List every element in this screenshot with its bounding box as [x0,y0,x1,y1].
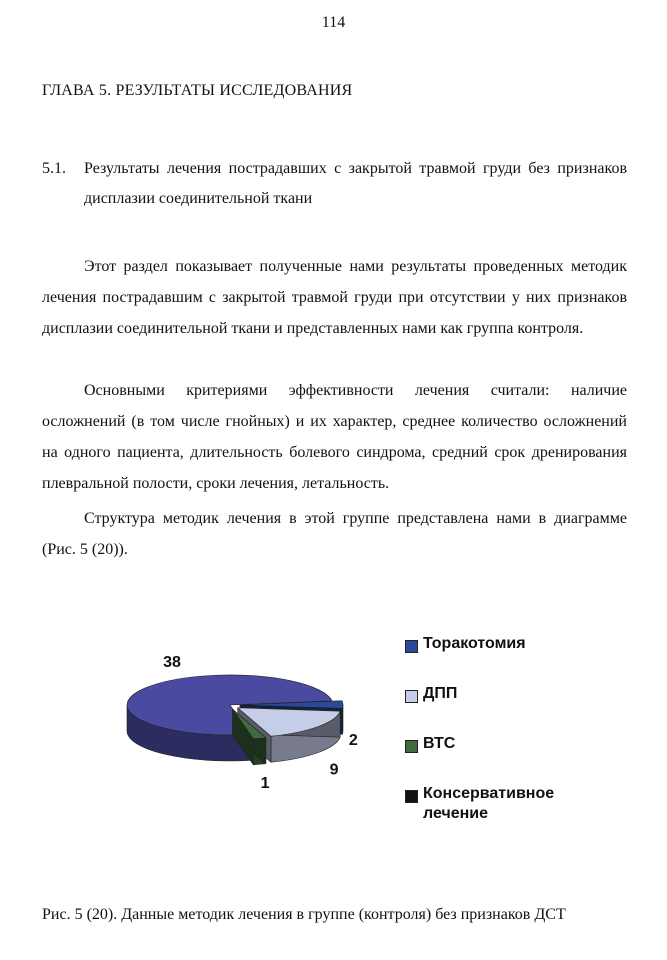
legend-swatch [405,790,418,803]
legend-label: Консервативное лечение [423,785,555,822]
section-number: 5.1. [42,160,66,177]
paragraph-3 [42,503,627,565]
paragraph-text: Структура методик лечения в этой группе представлена нами в диаграмме (Рис. 5 (20)). [42,510,627,558]
pie-chart [100,628,660,858]
page-number: 114 [321,14,346,31]
pie-data-label: 9 [329,761,339,779]
paragraph-2 [42,375,627,499]
section-heading [42,154,627,214]
legend-swatch [405,690,418,703]
legend-label: ВТС [423,735,456,752]
pie-chart-svg [100,628,400,858]
section-title: Результаты лечения пострадавших с закрытой травмой груди без признаков дисплазии соединительной ткани [84,160,627,207]
paragraph-text: Основными критериями эффективности лечения считали: наличие осложнений (в том числе гнойных) и их характер, среднее количество осложнений на одного пациента, длительность болевого синдрома, средний срок дренирования плевральной полости, сроки лечения, летальность. [42,382,627,492]
legend-swatch [405,740,418,753]
pie-data-label: 2 [348,731,358,749]
legend-label: ДПП [423,685,458,702]
figure-caption: Рис. 5 (20). Данные методик лечения в группе (контроля) без признаков ДСТ [42,906,566,923]
pie-data-label: 38 [163,654,181,671]
pie-data-label: 1 [260,775,270,793]
paragraph-text: Этот раздел показывает полученные нами результаты проведенных методик лечения пострадавшим с закрытой травмой груди при отсутствии у них признаков дисплазии соединительной ткани и представленных нами как группа контроля. [42,258,627,337]
paragraph-1 [42,251,627,344]
legend-label: Торакотомия [423,635,526,652]
legend-swatch [405,640,418,653]
chapter-title: ГЛАВА 5. РЕЗУЛЬТАТЫ ИССЛЕДОВАНИЯ [42,82,353,99]
